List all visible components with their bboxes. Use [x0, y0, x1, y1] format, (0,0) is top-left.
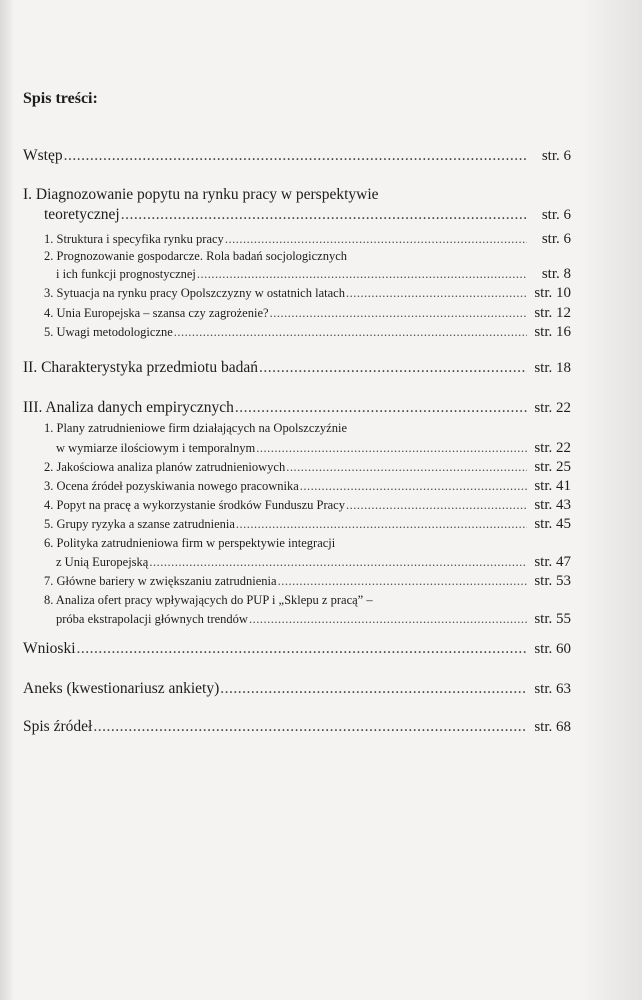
- toc-item-3-8: [56, 611, 571, 628]
- toc-entry-label: 1. Struktura i specyfika rynku pracy: [44, 232, 224, 246]
- leader-dots: [174, 325, 527, 340]
- toc-entry-label: 7. Główne bariery w zwiększaniu zatrudnienia: [44, 574, 277, 588]
- leader-dots: [300, 479, 527, 494]
- leader-dots: [346, 286, 527, 301]
- toc-entry-page: str. 6: [541, 231, 571, 247]
- toc-entry-label: 4. Unia Europejska – szansa czy zagrożenie?: [44, 306, 269, 320]
- leader-dots: [197, 267, 527, 282]
- toc-entry-page: str. 41: [534, 478, 571, 494]
- toc-entry-page: str. 53: [534, 573, 571, 589]
- page-binding-shadow: [0, 0, 14, 1000]
- leader-dots: [225, 232, 527, 247]
- toc-item-3-6-line1: 6. Polityka zatrudnieniowa firm w perspektywie integracji: [44, 536, 336, 550]
- toc-entry-page: str. 22: [534, 400, 571, 416]
- toc-item-1-1: [44, 231, 571, 248]
- toc-item-1-5: [44, 324, 571, 341]
- toc-entry-label: Wnioski: [23, 640, 76, 657]
- leader-dots: [270, 306, 527, 321]
- toc-chapter-3: [23, 399, 571, 417]
- toc-entry-page: str. 8: [541, 266, 571, 282]
- toc-entry-wnioski: [23, 640, 571, 658]
- toc-entry-page: str. 63: [534, 681, 571, 697]
- toc-item-3-7: [44, 573, 571, 590]
- toc-item-3-6: [56, 554, 571, 571]
- toc-entry-page: str. 55: [534, 611, 571, 627]
- toc-entry-label: 5. Grupy ryzyka a szanse zatrudnienia: [44, 517, 235, 531]
- toc-entry-page: str. 25: [534, 459, 571, 475]
- toc-entry-label: 3. Sytuacja na rynku pracy Opolszczyzny w ostatnich latach: [44, 286, 345, 300]
- toc-entry-page: str. 68: [534, 719, 571, 735]
- toc-entry-label: III. Analiza danych empirycznych: [23, 399, 234, 416]
- toc-entry-page: str. 60: [534, 641, 571, 657]
- toc-item-1-3: [44, 285, 571, 302]
- leader-dots: [235, 399, 527, 417]
- leader-dots: [278, 574, 527, 589]
- toc-entry-label: Wstęp: [23, 147, 63, 164]
- leader-dots: [236, 517, 527, 532]
- page-edge-shadow: [582, 0, 642, 1000]
- leader-dots: [249, 612, 527, 627]
- leader-dots: [77, 640, 527, 658]
- toc-item-3-1-line1: 1. Plany zatrudnieniowe firm działających na Opolszczyźnie: [44, 421, 348, 435]
- toc-chapter-2: [23, 359, 571, 377]
- toc-item-3-2: [44, 459, 571, 476]
- leader-dots: [256, 441, 527, 456]
- toc-entry-page: str. 47: [534, 554, 571, 570]
- toc-entry-page: str. 6: [541, 148, 571, 164]
- toc-item-1-2-line1: 2. Prognozowanie gospodarcze. Rola badań socjologicznych: [44, 249, 348, 263]
- toc-item-3-8-line1: 8. Analiza ofert pracy wpływających do PUP i „Sklepu z pracą” –: [44, 593, 373, 607]
- toc-item-3-5: [44, 516, 571, 533]
- toc-entry-label: i ich funkcji prognostycznej: [56, 267, 196, 281]
- leader-dots: [64, 147, 527, 165]
- toc-entry-page: str. 43: [534, 497, 571, 513]
- toc-item-1-2: [56, 266, 571, 283]
- toc-entry-page: str. 18: [534, 360, 571, 376]
- toc-entry-wstep: [23, 147, 571, 165]
- toc-entry-label: próba ekstrapolacji głównych trendów: [56, 612, 248, 626]
- leader-dots: [220, 680, 527, 698]
- leader-dots: [93, 718, 527, 736]
- toc-entry-zrodla: [23, 718, 571, 736]
- toc-entry-page: str. 10: [534, 285, 571, 301]
- toc-entry-label: Aneks (kwestionariusz ankiety): [23, 680, 220, 697]
- toc-item-3-1: [56, 440, 571, 457]
- toc-chapter-1-title-line1: I. Diagnozowanie popytu na rynku pracy w perspektywie: [23, 186, 379, 203]
- toc-entry-label: w wymiarze ilościowym i temporalnym: [56, 441, 256, 455]
- toc-chapter-1: [44, 206, 571, 224]
- toc-entry-page: str. 6: [541, 207, 571, 223]
- leader-dots: [121, 206, 527, 224]
- toc-entry-page: str. 45: [534, 516, 571, 532]
- toc-item-1-4: [44, 305, 571, 322]
- toc-entry-label: Spis źródeł: [23, 718, 93, 735]
- leader-dots: [259, 359, 527, 377]
- toc-entry-label: 4. Popyt na pracę a wykorzystanie środków Funduszu Pracy: [44, 498, 345, 512]
- leader-dots: [346, 498, 527, 513]
- toc-entry-label: teoretycznej: [44, 206, 120, 223]
- leader-dots: [286, 460, 527, 475]
- toc-entry-page: str. 12: [534, 305, 571, 321]
- toc-entry-aneks: [23, 680, 571, 698]
- toc-entry-label: 2. Jakościowa analiza planów zatrudnieniowych: [44, 460, 286, 474]
- toc-entry-label: z Unią Europejską: [56, 555, 149, 569]
- toc-entry-page: str. 16: [534, 324, 571, 340]
- toc-entry-label: II. Charakterystyka przedmiotu badań: [23, 359, 258, 376]
- toc-entry-label: 5. Uwagi metodologiczne: [44, 325, 173, 339]
- toc-entry-label: 3. Ocena źródeł pozyskiwania nowego pracownika: [44, 479, 299, 493]
- toc-heading: Spis treści:: [23, 90, 98, 107]
- toc-item-3-3: [44, 478, 571, 495]
- toc-entry-page: str. 22: [534, 440, 571, 456]
- leader-dots: [149, 555, 527, 570]
- toc-item-3-4: [44, 497, 571, 514]
